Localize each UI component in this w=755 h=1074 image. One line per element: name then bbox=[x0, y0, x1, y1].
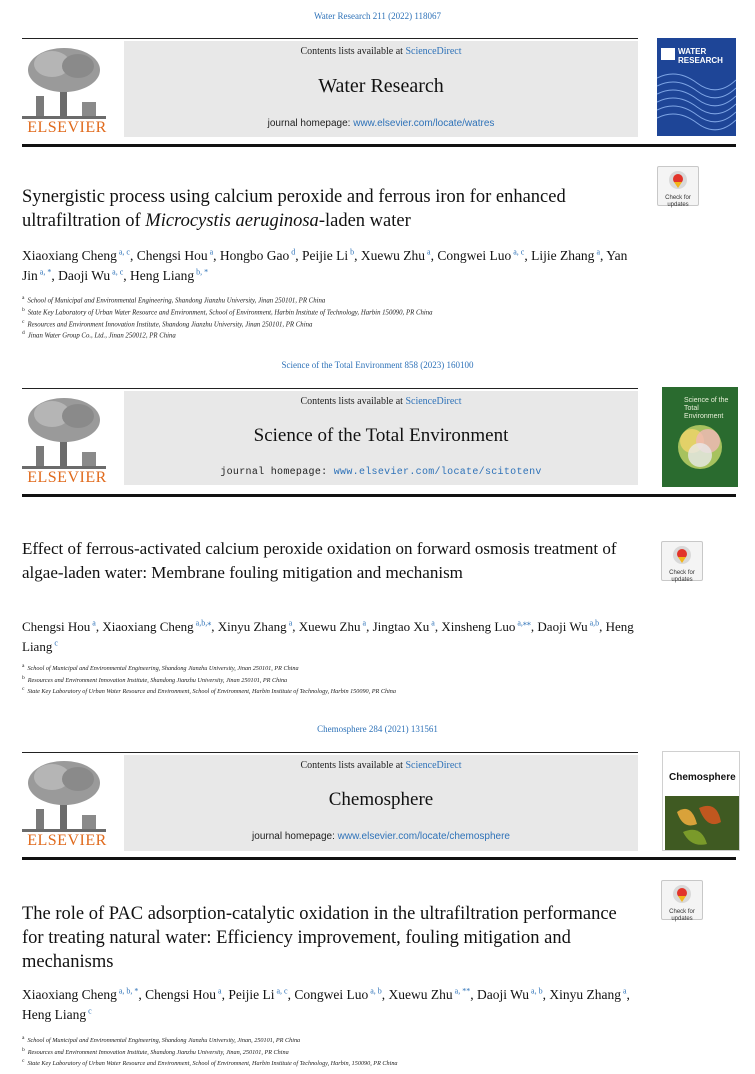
affiliation-item bbox=[22, 685, 722, 697]
author-list: Xiaoxiang Cheng $^{a, c}$, Chengsi Hou $^a$, Hongbo Gao $^d$, Peijie Li $^b$, Xuewu Zhu $^a$, Congwei Luo $^{a, c}$, Lijie Zhang $^a$, Yan Jin $^{a, *}$, Daoji Wu $^{a, c}$, Heng Liang $^{b, *}$ bbox=[22, 247, 628, 283]
journal-cover[interactable] bbox=[657, 38, 736, 136]
affiliation-item bbox=[22, 674, 722, 686]
author-affiliation-marker[interactable]: a, b bbox=[529, 986, 543, 996]
elsevier-tree-icon bbox=[22, 757, 106, 833]
affiliation-item bbox=[22, 318, 722, 330]
contents-label: Contents lists available at bbox=[300, 760, 406, 771]
author-affiliation-marker[interactable]: a,b bbox=[587, 618, 600, 628]
paper-title: Effect of ferrous-activated calcium peroxide oxidation on forward osmosis treatment of algae-laden water: Membrane fouling mitigation and mechanism bbox=[22, 539, 617, 582]
affiliation-label: b bbox=[22, 674, 25, 681]
elsevier-tree-icon bbox=[22, 44, 106, 120]
author-affiliation-marker[interactable]: b, * bbox=[194, 267, 209, 277]
affiliation-label: c bbox=[22, 1058, 25, 1065]
homepage-label: journal homepage: bbox=[252, 831, 338, 842]
cover-title: Chemosphere bbox=[669, 772, 736, 783]
sciencedirect-link[interactable]: ScienceDirect bbox=[405, 760, 462, 771]
author-affiliation-marker[interactable]: a bbox=[425, 247, 431, 257]
affiliation-item bbox=[22, 1034, 722, 1046]
author-affiliation-marker[interactable]: a bbox=[286, 618, 293, 628]
affiliation-list bbox=[22, 662, 722, 697]
homepage-link[interactable]: www.elsevier.com/locate/watres bbox=[353, 118, 495, 129]
check-for-updates-badge[interactable] bbox=[657, 166, 699, 206]
author-list: Xiaoxiang Cheng $^{a, b, *}$, Chengsi Hou $^a$, Peijie Li $^{a, c}$, Congwei Luo $^{a, b}$, Xuewu Zhu $^{a, **}$, Daoji Wu $^{a, b}$, Xinyu Zhang $^a$, Heng Liang $^c$ bbox=[22, 986, 630, 1022]
author-name[interactable]: Xuewu Zhu bbox=[360, 248, 426, 263]
journal-name: Chemosphere bbox=[328, 789, 434, 810]
author-name[interactable]: Xuewu Zhu bbox=[298, 619, 361, 634]
author-name[interactable]: Heng Liang bbox=[22, 619, 634, 654]
publisher-wordmark: ELSEVIER bbox=[27, 832, 107, 849]
author-affiliation-marker[interactable]: a, c bbox=[116, 247, 130, 257]
author-affiliation-marker[interactable]: a, * bbox=[37, 267, 52, 277]
author-name[interactable]: Xinyu Zhang bbox=[549, 987, 621, 1002]
contents-label: Contents lists available at bbox=[300, 46, 406, 57]
journal-cover[interactable] bbox=[662, 387, 738, 487]
author-affiliation-marker[interactable]: c bbox=[52, 638, 58, 648]
homepage-label: journal homepage: bbox=[267, 118, 354, 129]
publisher-wordmark: ELSEVIER bbox=[27, 119, 107, 136]
elsevier-logo[interactable] bbox=[22, 394, 112, 486]
affiliation-text: State Key Laboratory of Urban Water Resource and Environment, School of Environment, Harbin Institute of Technology, Harbin, 150090, PR China bbox=[27, 1060, 398, 1068]
author-affiliation-marker[interactable]: a, c bbox=[274, 986, 288, 996]
affiliation-label: a bbox=[22, 1035, 25, 1041]
affiliation-item bbox=[22, 294, 722, 306]
header-rule-bottom bbox=[22, 857, 736, 860]
sciencedirect-link[interactable]: ScienceDirect bbox=[405, 396, 462, 407]
author-name[interactable]: Hongbo Gao bbox=[219, 248, 290, 263]
author-name[interactable]: Jingtao Xu bbox=[372, 619, 430, 634]
contents-label: Contents lists available at bbox=[300, 396, 406, 407]
affiliation-item bbox=[22, 1057, 722, 1069]
author-affiliation-marker[interactable]: a bbox=[360, 618, 367, 628]
author-affiliation-marker[interactable]: a bbox=[207, 247, 214, 257]
crossmark-icon bbox=[672, 884, 692, 904]
author-affiliation-marker[interactable]: a bbox=[90, 618, 96, 628]
author-name[interactable]: Xiaoxiang Cheng bbox=[22, 987, 117, 1002]
check-for-updates-badge[interactable] bbox=[661, 541, 703, 581]
author-affiliation-marker[interactable]: a,b,⁎ bbox=[193, 618, 212, 628]
affiliation-item bbox=[22, 306, 722, 318]
affiliation-text: School of Municipal and Environmental Engineering, Shandong Jianzhu University, Jinan 250101, PR China bbox=[27, 665, 299, 673]
check-for-updates-label: Check for updates bbox=[669, 570, 695, 583]
author-name[interactable]: Daoji Wu bbox=[476, 987, 530, 1002]
elsevier-logo[interactable] bbox=[22, 44, 112, 136]
elsevier-tree-icon bbox=[22, 394, 106, 470]
author-affiliation-marker[interactable]: c bbox=[86, 1006, 92, 1016]
crossmark-icon bbox=[668, 170, 688, 190]
author-name[interactable]: Xiaoxiang Cheng bbox=[102, 619, 194, 634]
homepage-link[interactable]: www.elsevier.com/locate/chemosphere bbox=[337, 831, 510, 842]
crossmark-icon bbox=[672, 545, 692, 565]
author-name[interactable]: Chengsi Hou bbox=[145, 987, 217, 1002]
author-affiliation-marker[interactable]: a, ** bbox=[452, 986, 471, 996]
author-affiliation-marker[interactable]: a bbox=[429, 618, 435, 628]
author-name[interactable]: Lijie Zhang bbox=[531, 248, 595, 263]
author-name[interactable]: Peijie Li bbox=[228, 987, 275, 1002]
affiliation-text: State Key Laboratory of Urban Water Resource and Environment, School of Environment, Harbin Institute of Technology, Harbin 150090, PR China bbox=[27, 309, 433, 317]
affiliation-item bbox=[22, 662, 722, 674]
affiliation-label: b bbox=[22, 1046, 25, 1053]
journal-header-box bbox=[124, 41, 638, 137]
author-list: Chengsi Hou $^a$, Xiaoxiang Cheng $^{a,b,⁎}$, Xinyu Zhang $^a$, Xuewu Zhu $^a$, Jingtao Xu $^a$, Xinsheng Luo $^{a,⁎⁎}$, Daoji Wu $^{a,b}$, Heng Liang $^c$ bbox=[22, 618, 634, 654]
affiliation-text: School of Municipal and Environmental Engineering, Shandong Jianzhu University, Jinan, 250101, PR China bbox=[27, 1037, 301, 1045]
author-name[interactable]: Peijie Li bbox=[302, 248, 349, 263]
author-name[interactable]: Heng Liang bbox=[130, 268, 195, 283]
paper-title: The role of PAC adsorption-catalytic oxidation in the ultrafiltration performance for treating natural water: Efficiency improvement, fouling mitigation and mechanisms bbox=[22, 904, 617, 972]
author-affiliation-marker[interactable]: a,⁎⁎ bbox=[515, 618, 531, 628]
author-affiliation-marker[interactable]: a bbox=[620, 986, 627, 996]
header-rule-bottom bbox=[22, 494, 736, 497]
journal-header-box bbox=[124, 755, 638, 851]
header-rule-top bbox=[22, 752, 638, 753]
author-name[interactable]: Xiaoxiang Cheng bbox=[22, 248, 117, 263]
author-affiliation-marker[interactable]: a, c bbox=[110, 267, 124, 277]
citation-line[interactable]: Science of the Total Environment 858 (2023) 160100 bbox=[281, 360, 474, 370]
author-name[interactable]: Congwei Luo bbox=[294, 987, 369, 1002]
header-rule-top bbox=[22, 388, 638, 389]
affiliation-item bbox=[22, 1046, 722, 1058]
affiliation-text: Jinan Water Group Co., Ltd., Jinan 250012, PR China bbox=[27, 332, 176, 340]
author-name[interactable]: Xinyu Zhang bbox=[217, 619, 287, 634]
affiliation-label: d bbox=[22, 330, 25, 337]
affiliation-list bbox=[22, 1034, 722, 1069]
author-name[interactable]: Congwei Luo bbox=[437, 248, 512, 263]
author-affiliation-marker[interactable]: a bbox=[594, 247, 600, 257]
author-name[interactable]: Chengsi Hou bbox=[22, 619, 91, 634]
affiliation-text: Resources and Environment Innovation Institute, Shandong Jianzhu University, Jinan 250101, PR China bbox=[27, 676, 288, 684]
affiliation-list bbox=[22, 294, 722, 341]
header-rule-bottom bbox=[22, 144, 736, 147]
author-name[interactable]: Xuewu Zhu bbox=[388, 987, 453, 1002]
elsevier-logo[interactable] bbox=[22, 757, 112, 849]
author-name[interactable]: Chengsi Hou bbox=[136, 248, 208, 263]
homepage-label: journal homepage: bbox=[220, 467, 334, 478]
author-affiliation-marker[interactable]: d bbox=[289, 247, 296, 257]
check-for-updates-label: Check for updates bbox=[669, 909, 695, 922]
journal-name: Water Research bbox=[318, 75, 444, 97]
affiliation-text: State Key Laboratory of Urban Water Resource and Environment, School of Environment, Harbin Institute of Technology, Harbin 150090, PR China bbox=[27, 688, 396, 696]
journal-name: Science of the Total Environment bbox=[253, 425, 509, 446]
affiliation-text: Resources and Environment Innovation Institute, Shandong Jianzhu University, Jinan 250101, PR China bbox=[27, 320, 313, 328]
affiliation-label: a bbox=[22, 295, 25, 301]
check-for-updates-badge[interactable] bbox=[661, 880, 703, 920]
affiliation-label: c bbox=[22, 318, 25, 325]
cover-title: Science of the Total Environment bbox=[684, 397, 729, 420]
journal-cover[interactable] bbox=[662, 751, 740, 851]
affiliation-text: Resources and Environment Innovation Institute, Shandong Jianzhu University, Jinan, 250101, PR China bbox=[27, 1048, 289, 1056]
affiliation-text: School of Municipal and Environmental Engineering, Shandong Jianzhu University, Jinan 250101, PR China bbox=[27, 297, 326, 305]
author-name[interactable]: Yan Jin bbox=[22, 248, 628, 283]
author-affiliation-marker[interactable]: a, c bbox=[511, 247, 525, 257]
author-name[interactable]: Heng Liang bbox=[22, 1007, 87, 1022]
author-affiliation-marker[interactable]: a, b, * bbox=[116, 986, 139, 996]
author-affiliation-marker[interactable]: a, b bbox=[368, 986, 382, 996]
affiliation-item bbox=[22, 329, 722, 341]
affiliation-label: a bbox=[22, 663, 25, 669]
publisher-wordmark: ELSEVIER bbox=[27, 469, 107, 486]
cover-title: WATER RESEARCH bbox=[678, 47, 723, 65]
citation-line[interactable]: Water Research 211 (2022) 118067 bbox=[313, 11, 442, 21]
sciencedirect-link[interactable]: ScienceDirect bbox=[405, 46, 462, 57]
author-name[interactable]: Xinsheng Luo bbox=[441, 619, 516, 634]
affiliation-label: c bbox=[22, 686, 25, 693]
affiliation-label: b bbox=[22, 306, 25, 313]
homepage-link[interactable]: www.elsevier.com/locate/scitotenv bbox=[333, 467, 542, 478]
citation-line[interactable]: Chemosphere 284 (2021) 131561 bbox=[317, 724, 438, 734]
cover-leaves-icon bbox=[663, 752, 740, 851]
author-name[interactable]: Daoji Wu bbox=[58, 268, 111, 283]
author-affiliation-marker[interactable]: b bbox=[348, 247, 355, 257]
header-rule-top bbox=[22, 38, 638, 39]
journal-header-box bbox=[124, 391, 638, 485]
check-for-updates-label: Check for updates bbox=[665, 195, 691, 208]
paper-title: Synergistic process using calcium peroxide and ferrous iron for enhanced ultrafiltration of Microcystis aeruginosa-laden water bbox=[22, 187, 566, 231]
author-name[interactable]: Daoji Wu bbox=[537, 619, 588, 634]
author-affiliation-marker[interactable]: a bbox=[216, 986, 222, 996]
